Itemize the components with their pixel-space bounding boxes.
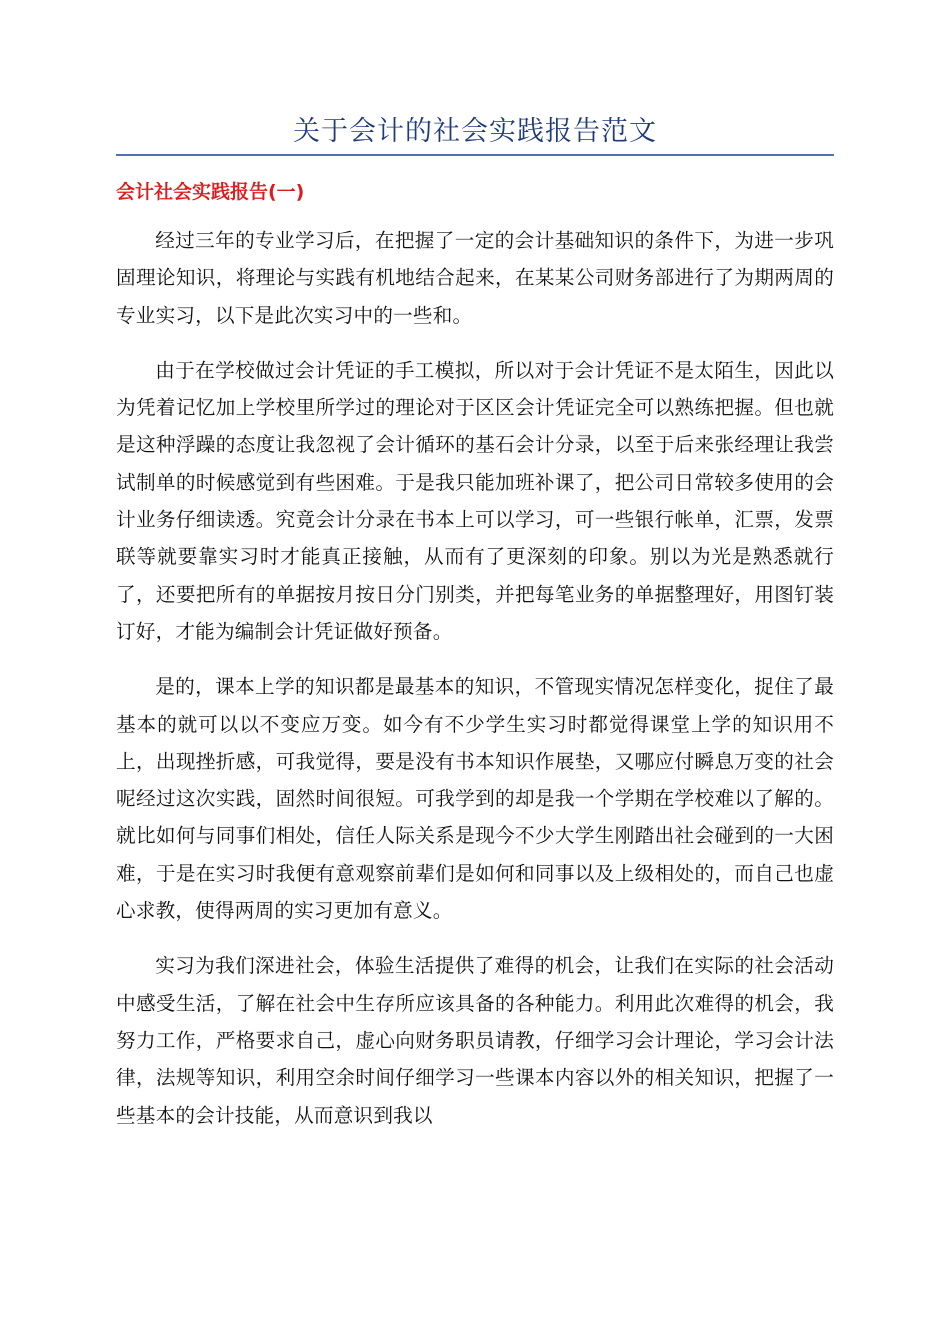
document-body [116, 222, 834, 1152]
body-paragraph-1: 经过三年的专业学习后，在把握了一定的会计基础知识的条件下，为进一步巩固理论知识，将理论与实践有机地结合起来，在某某公司财务部进行了为期两周的专业实习，以下是此次实习中的一些和。 [116, 229, 834, 327]
section-heading: 会计社会实践报告(一) [116, 181, 305, 203]
body-paragraph-2: 由于在学校做过会计凭证的手工模拟，所以对于会计凭证不是太陌生，因此以为凭着记忆加上学校里所学过的理论对于区区会计凭证完全可以熟练把握。但也就是这种浮躁的态度让我忽视了会计循环的基石会计分录，以至于后来张经理让我尝试制单的时候感觉到有些困难。于是我只能加班补课了，把公司日常较多使用的会计业务仔细读透。究竟会计分录在书本上可以学习，可一些银行帐单，汇票，发票联等就要靠实习时才能真正接触，从而有了更深刻的印象。别以为光是熟悉就行了，还要把所有的单据按月按日分门别类，并把每笔业务的单据整理好，用图钉装订好，才能为编制会计凭证做好预备。 [116, 358, 834, 643]
body-paragraph-3: 是的，课本上学的知识都是最基本的知识，不管现实情况怎样变化，捉住了最基本的就可以以不变应万变。如今有不少学生实习时都觉得课堂上学的知识用不上，出现挫折感，可我觉得，要是没有书本知识作展垫，又哪应付瞬息万变的社会呢经过这次实践，固然时间很短。可我学到的却是我一个学期在学校难以了解的。就比如何与同事们相处，信任人际关系是现今不少大学生刚踏出社会碰到的一大困难，于是在实习时我便有意观察前辈们是如何和同事以及上级相处的，而自己也虚心求教，使得两周的实习更加有意义。 [116, 675, 834, 923]
title-underline [116, 154, 834, 156]
document-title: 关于会计的社会实践报告范文 [293, 116, 657, 147]
body-paragraph-4: 实习为我们深进社会，体验生活提供了难得的机会，让我们在实际的社会活动中感受生活，了解在社会中生存所应该具备的各种能力。利用此次难得的机会，我努力工作，严格要求自己，虚心向财务职员请教，仔细学习会计理论，学习会计法律，法规等知识，利用空余时间仔细学习一些课本内容以外的相关知识，把握了一些基本的会计技能，从而意识到我以 [116, 954, 834, 1127]
